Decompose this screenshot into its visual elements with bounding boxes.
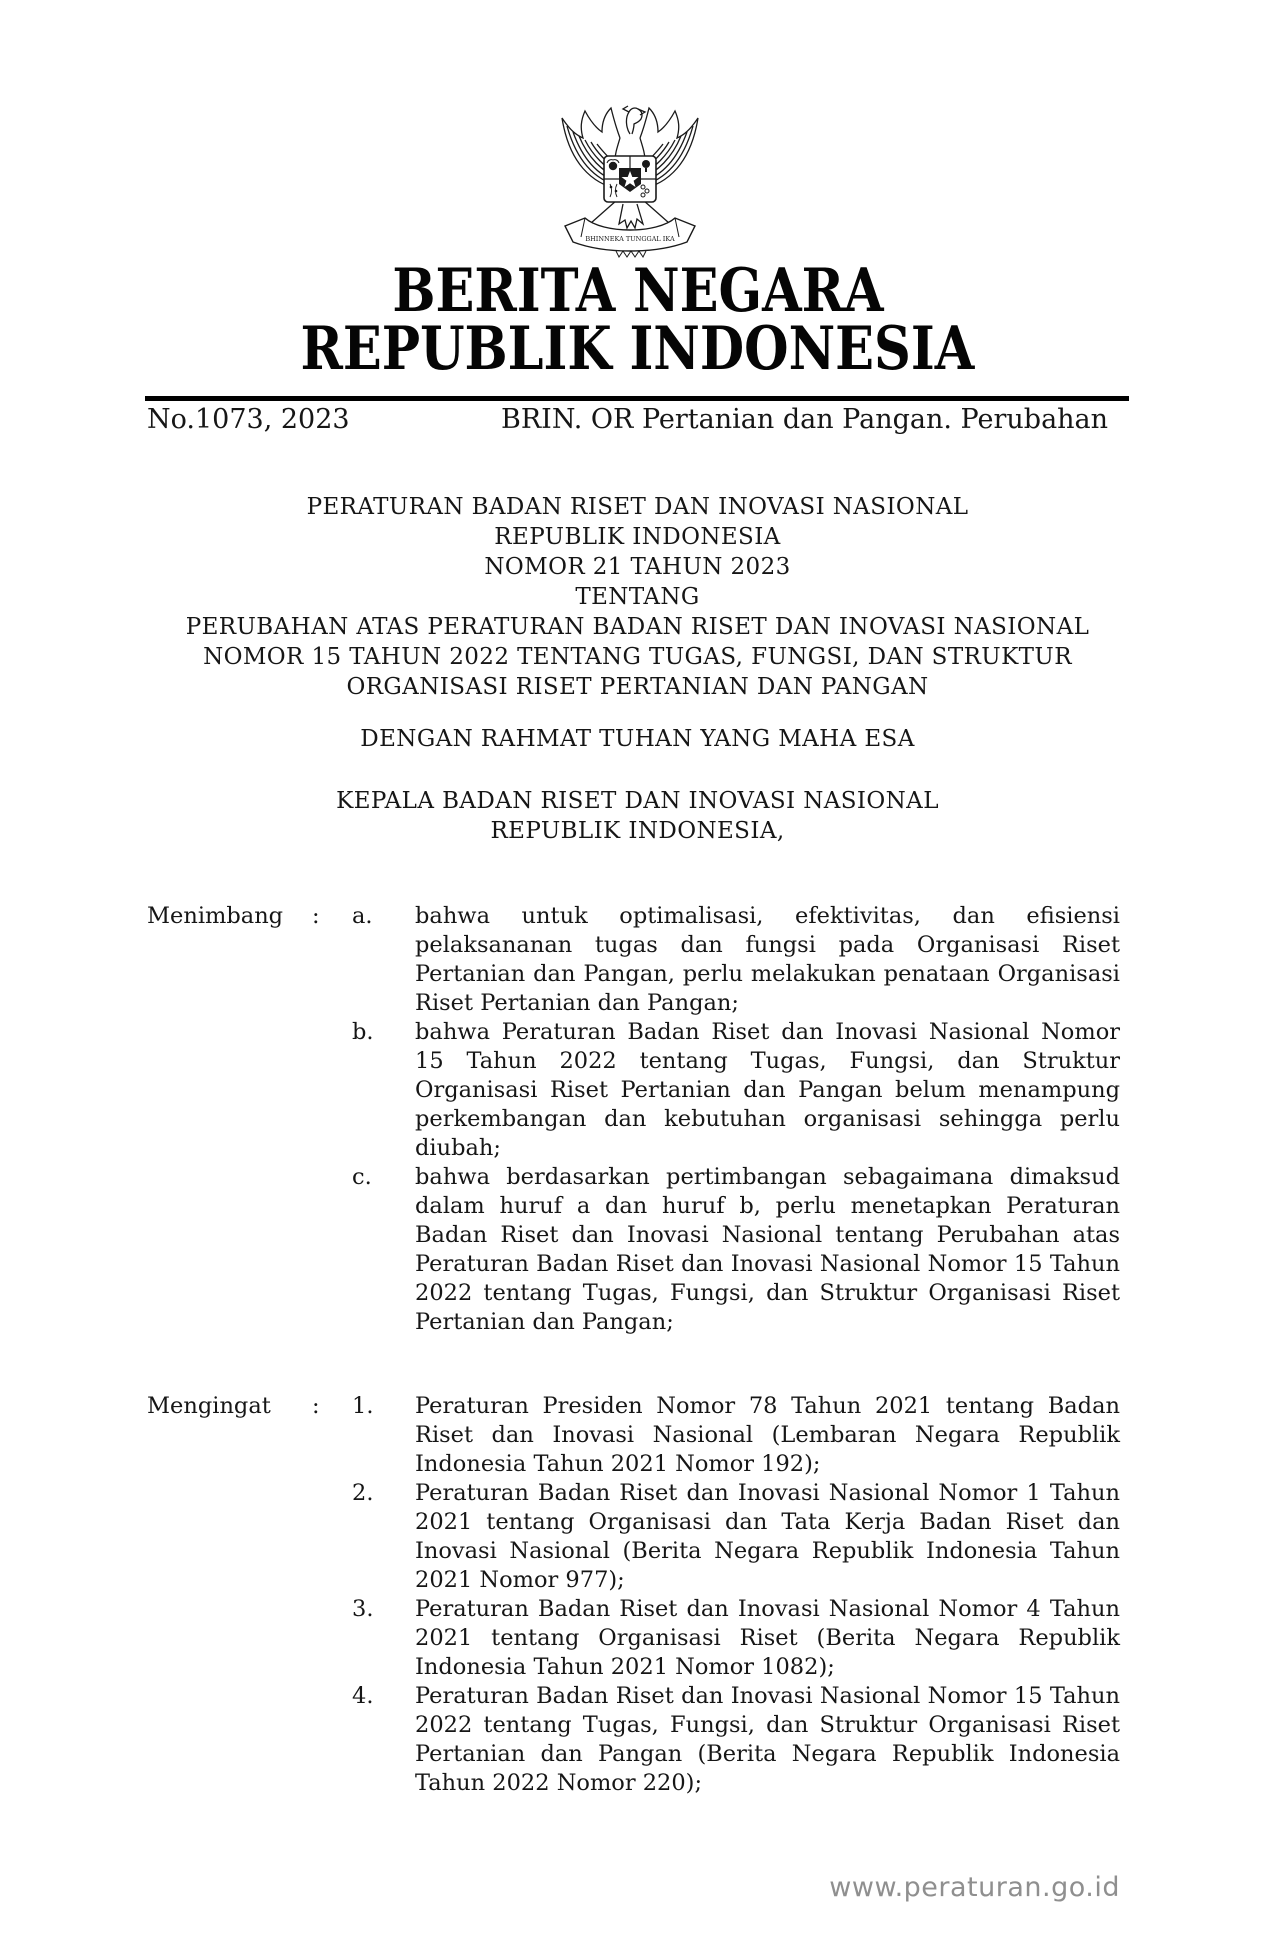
- masthead-line-1: BERITA NEGARA: [391, 256, 884, 326]
- gazette-subject: BRIN. OR Pertanian dan Pangan. Perubahan: [501, 404, 1109, 435]
- item-marker: c.: [352, 1164, 372, 1190]
- clause-label: Mengingat: [147, 1393, 271, 1419]
- mengingat-section: [147, 1392, 1120, 1798]
- item-text: bahwa untuk optimalisasi, efektivitas, dan efisiensi pelaksananan tugas dan fungsi pada Organisasi Riset Pertanian dan Pangan, perlu melakukan penataan Organisasi Riset Pertanian dan Pangan;: [415, 903, 1120, 1016]
- motto-text: BHINNEKA TUNGGAL IKA: [585, 235, 675, 243]
- item-text: Peraturan Badan Riset dan Inovasi Nasional Nomor 4 Tahun 2021 tentang Organisasi Riset (Berita Negara Republik Indonesia Tahun 2021 Nomor 1082);: [415, 1596, 1120, 1680]
- item-text: Peraturan Presiden Nomor 78 Tahun 2021 tentang Badan Riset dan Inovasi Nasional (Lembaran Negara Republik Indonesia Tahun 2021 Nomor 192);: [415, 1393, 1120, 1477]
- masthead-rule: [145, 396, 1129, 401]
- addressee-line: REPUBLIK INDONESIA,: [490, 818, 785, 844]
- title-line: TENTANG: [575, 584, 700, 610]
- item-marker: 1.: [352, 1393, 374, 1419]
- masthead: [146, 256, 1129, 384]
- item-text: bahwa berdasarkan pertimbangan sebagaimana dimaksud dalam huruf a dan huruf b, perlu menetapkan Peraturan Badan Riset dan Inovasi Nasional tentang Perubahan atas Peraturan Badan Riset dan Inovasi Nasional Nomor 15 Tahun 2022 tentang Tugas, Fungsi, dan Struktur Organisasi Riset Pertanian dan Pangan;: [415, 1164, 1120, 1335]
- item-marker: 4.: [352, 1683, 374, 1709]
- gazette-number: No.1073, 2023: [147, 404, 350, 435]
- watermark-url: www.peraturan.go.id: [829, 1872, 1120, 1903]
- invocation-line: DENGAN RAHMAT TUHAN YANG MAHA ESA: [360, 726, 915, 752]
- title-line: ORGANISASI RISET PERTANIAN DAN PANGAN: [346, 674, 929, 700]
- regulation-title: [146, 492, 1129, 702]
- title-line: NOMOR 15 TAHUN 2022 TENTANG TUGAS, FUNGSI, DAN STRUKTUR: [203, 644, 1072, 670]
- addressee-block: [146, 786, 1129, 846]
- item-text: bahwa Peraturan Badan Riset dan Inovasi Nasional Nomor 15 Tahun 2022 tentang Tugas, Fungsi, dan Struktur Organisasi Riset Pertanian dan Pangan belum menampung perkembangan dan kebutuhan organisasi sehingga perlu diubah;: [415, 1019, 1120, 1161]
- menimbang-section: [147, 902, 1120, 1337]
- title-line: PERUBAHAN ATAS PERATURAN BADAN RISET DAN INOVASI NASIONAL: [185, 614, 1090, 640]
- clause-colon: :: [312, 903, 320, 929]
- pancasila-shield: [604, 156, 656, 202]
- item-text: Peraturan Badan Riset dan Inovasi Nasional Nomor 15 Tahun 2022 tentang Tugas, Fungsi, dan Struktur Organisasi Riset Pertanian dan Pangan (Berita Negara Republik Indonesia Tahun 2022 Nomor 220);: [415, 1683, 1120, 1796]
- garuda-pancasila-emblem: [557, 100, 703, 260]
- item-text: Peraturan Badan Riset dan Inovasi Nasional Nomor 1 Tahun 2021 tentang Organisasi dan Tata Kerja Badan Riset dan Inovasi Nasional (Berita Negara Republik Indonesia Tahun 2021 Nomor 977);: [415, 1480, 1120, 1593]
- item-marker: 3.: [352, 1596, 374, 1622]
- title-line: NOMOR 21 TAHUN 2023: [484, 554, 791, 580]
- title-line: PERATURAN BADAN RISET DAN INOVASI NASIONAL: [306, 494, 969, 520]
- addressee-line: KEPALA BADAN RISET DAN INOVASI NASIONAL: [336, 788, 939, 814]
- clause-label: Menimbang: [147, 903, 284, 929]
- item-marker: a.: [352, 903, 373, 929]
- item-marker: b.: [352, 1019, 374, 1045]
- title-line: REPUBLIK INDONESIA: [494, 524, 781, 550]
- clause-colon: :: [312, 1393, 320, 1419]
- item-marker: 2.: [352, 1480, 374, 1506]
- masthead-line-2: REPUBLIK INDONESIA: [300, 314, 975, 384]
